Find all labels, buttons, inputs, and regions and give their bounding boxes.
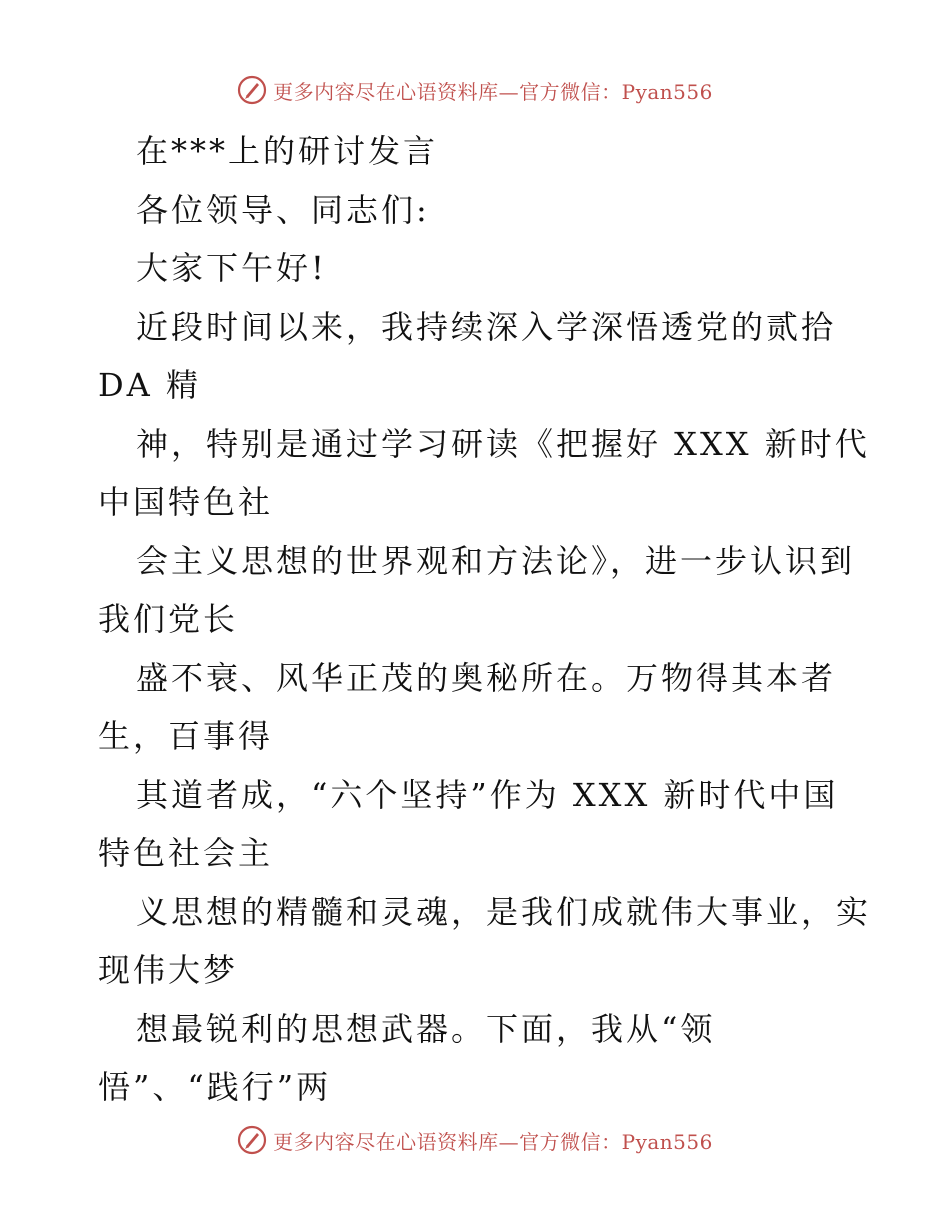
footer-watermark: [0, 1120, 950, 1160]
document-line: 悟”、“践行”两: [98, 1068, 332, 1106]
quill-pen-icon: [237, 1125, 267, 1155]
document-line: 各位领导、同志们:: [136, 190, 430, 229]
document-line: 现伟大梦: [98, 951, 239, 989]
document-line: 想最锐利的思想武器。下面，我从“领: [136, 1009, 716, 1048]
document-line: 特色社会主: [98, 834, 274, 872]
document-line: 其道者成，“六个坚持”作为 XXX 新时代中国: [136, 775, 839, 814]
document-line: 我们党长: [98, 600, 239, 638]
document-line: 在***上的研讨发言: [136, 132, 439, 170]
watermark-text: 更多内容尽在心语资料库—官方微信：Pyan556: [273, 1129, 713, 1154]
watermark-text: 更多内容尽在心语资料库—官方微信：Pyan556: [273, 79, 713, 104]
document-line: 义思想的精髓和灵魂，是我们成就伟大事业，实: [136, 892, 872, 931]
document-line: 会主义思想的世界观和方法论》，进一步认识到: [136, 541, 856, 580]
document-line: 中国特色社: [98, 483, 274, 521]
document-line: DA 精: [98, 366, 201, 404]
quill-pen-icon: [237, 75, 267, 105]
document-line: 生，百事得: [98, 717, 274, 755]
document-line: 神，特别是通过学习研读《把握好 XXX 新时代: [136, 424, 870, 463]
document-line: 大家下午好!: [136, 249, 327, 287]
header-watermark: [0, 70, 950, 110]
document-body: [98, 122, 888, 1117]
document-line: 盛不衰、风华正茂的奥秘所在。万物得其本者: [136, 658, 837, 697]
document-line: 近段时间以来，我持续深入学深悟透党的贰拾: [136, 307, 837, 346]
